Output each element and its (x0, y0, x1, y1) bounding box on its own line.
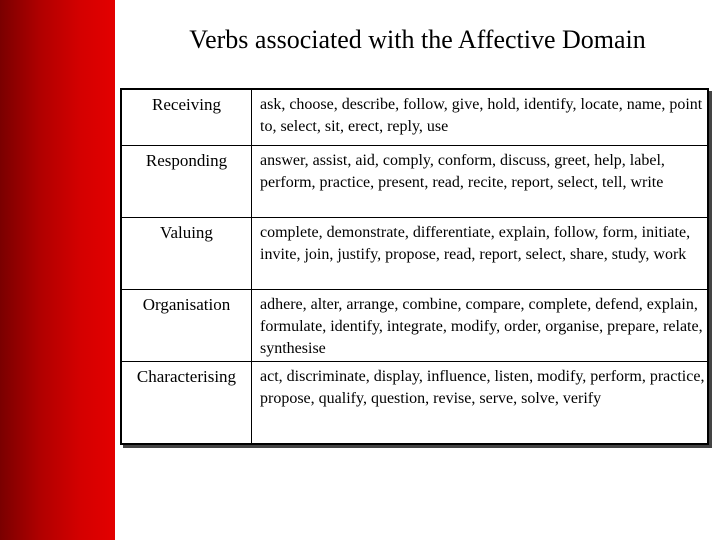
table-row (122, 90, 707, 145)
page-title: Verbs associated with the Affective Domain (189, 25, 646, 54)
table-row (122, 362, 707, 443)
side-bar (0, 0, 115, 540)
table-row (122, 290, 707, 361)
verbs-table (120, 88, 709, 445)
level-responding: Responding (145, 151, 228, 170)
verbs-valuing: complete, demonstrate, differentiate, explain, follow, form, initiate, invite, join, justify, propose, read, report, select, share, study, work (260, 224, 691, 263)
level-receiving: Receiving (152, 95, 221, 114)
level-organisation: Organisation (142, 295, 231, 314)
verbs-receiving: ask, choose, describe, follow, give, hold, identify, locate, name, point to, select, sit, erect, reply, use (260, 96, 703, 135)
verbs-responding: answer, assist, aid, comply, conform, discuss, greet, help, label, perform, practice, present, read, recite, report, select, tell, write (260, 152, 665, 191)
level-characterising: Characterising (136, 367, 237, 386)
verbs-organisation: adhere, alter, arrange, combine, compare, complete, defend, explain, formulate, identify, integrate, modify, order, organise, prepare, relate, synthesise (260, 296, 703, 357)
verbs-characterising: act, discriminate, display, influence, listen, modify, perform, practice, propose, qualify, question, revise, serve, solve, verify (260, 368, 705, 407)
table-row (122, 218, 707, 289)
table-row (122, 146, 707, 217)
level-valuing: Valuing (160, 223, 213, 242)
